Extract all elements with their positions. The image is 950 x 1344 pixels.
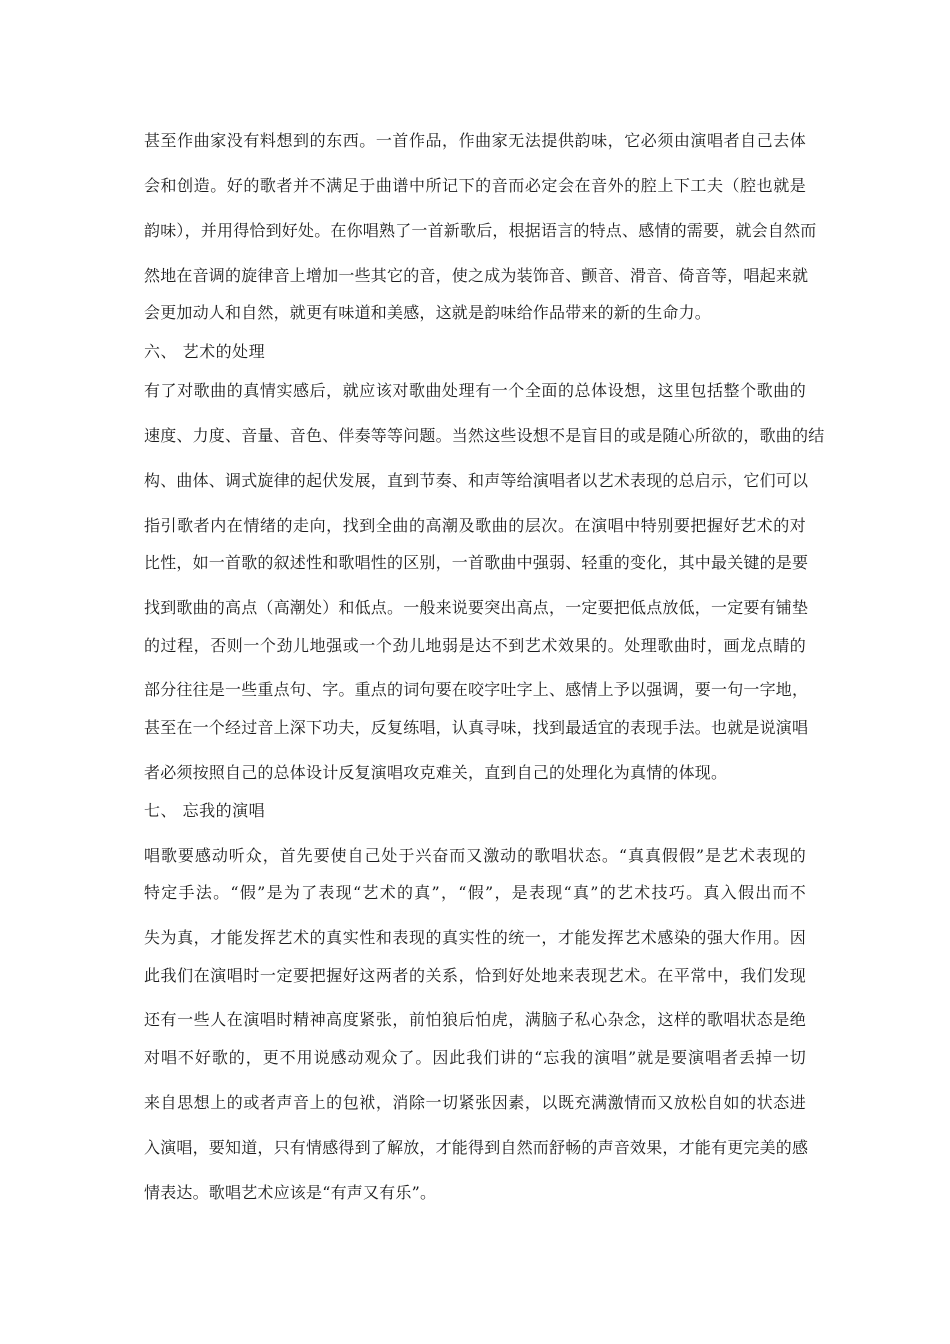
section-heading-7: 七、 忘我的演唱 (144, 801, 266, 820)
paragraph-line: 速度、力度、音量、音色、伴奏等等问题。当然这些设想不是盲目的或是随心所欲的，歌曲的结 (144, 426, 825, 445)
section-heading-6: 六、 艺术的处理 (144, 342, 266, 361)
paragraph-line: 的过程，否则一个劲儿地强或一个劲儿地弱是达不到艺术效果的。处理歌曲时，画龙点睛的 (144, 636, 806, 655)
paragraph-line: 此我们在演唱时一定要把握好这两者的关系，恰到好处地来表现艺术。在平常中，我们发现 (144, 966, 806, 985)
paragraph-line: 指引歌者内在情绪的走向，找到全曲的高潮及歌曲的层次。在演唱中特别要把握好艺术的对 (144, 516, 806, 535)
paragraph-line: 来自思想上的或者声音上的包袱，消除一切紧张因素，以既充满激情而又放松自如的状态进 (144, 1093, 806, 1112)
paragraph-line: 会和创造。好的歌者并不满足于曲谱中所记下的音而必定会在音外的腔上下工夫（腔也就是 (144, 176, 806, 195)
paragraph-line: 会更加动人和自然，就更有味道和美感，这就是韵味给作品带来的新的生命力。 (144, 303, 712, 322)
paragraph-line: 甚至在一个经过音上深下功夫，反复练唱，认真寻味，找到最适宜的表现手法。也就是说演唱 (144, 718, 809, 737)
paragraph-line: 唱歌要感动听众，首先要使自己处于兴奋而又激动的歌唱状态。“真真假假”是艺术表现的 (144, 846, 806, 865)
paragraph-line: 情表达。歌唱艺术应该是“有声又有乐”。 (144, 1183, 437, 1202)
paragraph-line: 入演唱，要知道，只有情感得到了解放，才能得到自然而舒畅的声音效果，才能有更完美的感 (144, 1138, 809, 1157)
paragraph-line: 找到歌曲的高点（高潮处）和低点。一般来说要突出高点，一定要把低点放低，一定要有铺垫 (144, 598, 809, 617)
paragraph-line: 然地在音调的旋律音上增加一些其它的音，使之成为装饰音、颤音、滑音、倚音等，唱起来就 (144, 266, 809, 285)
paragraph-line: 构、曲体、调式旋律的起伏发展，直到节奏、和声等给演唱者以艺术表现的总启示，它们可以 (144, 471, 809, 490)
paragraph-line: 还有一些人在演唱时精神高度紧张，前怕狼后怕虎，满脑子私心杂念，这样的歌唱状态是绝 (144, 1010, 806, 1029)
paragraph-line: 甚至作曲家没有料想到的东西。一首作品，作曲家无法提供韵味，它必须由演唱者自己去体 (144, 131, 806, 150)
paragraph-line: 韵味），并用得恰到好处。在你唱熟了一首新歌后，根据语言的特点、感情的需要，就会自然而 (144, 221, 817, 240)
paragraph-line: 对唱不好歌的，更不用说感动观众了。因此我们讲的“忘我的演唱”就是要演唱者丢掉一切 (144, 1048, 806, 1067)
paragraph-line: 有了对歌曲的真情实感后，就应该对歌曲处理有一个全面的总体设想，这里包括整个歌曲的 (144, 381, 806, 400)
paragraph-line: 者必须按照自己的总体设计反复演唱攻克难关，直到自己的处理化为真情的体现。 (144, 763, 728, 782)
paragraph-line: 失为真，才能发挥艺术的真实性和表现的真实性的统一，才能发挥艺术感染的强大作用。因 (144, 928, 806, 947)
paragraph-line: 比性，如一首歌的叙述性和歌唱性的区别，一首歌曲中强弱、轻重的变化，其中最关键的是要 (144, 553, 809, 572)
paragraph-line: 特定手法。“假”是为了表现“艺术的真”，“假”，是表现“真”的艺术技巧。真入假出而不 (144, 883, 806, 902)
paragraph-line: 部分往往是一些重点句、字。重点的词句要在咬字吐字上、感情上予以强调，要一句一字地， (144, 680, 809, 699)
